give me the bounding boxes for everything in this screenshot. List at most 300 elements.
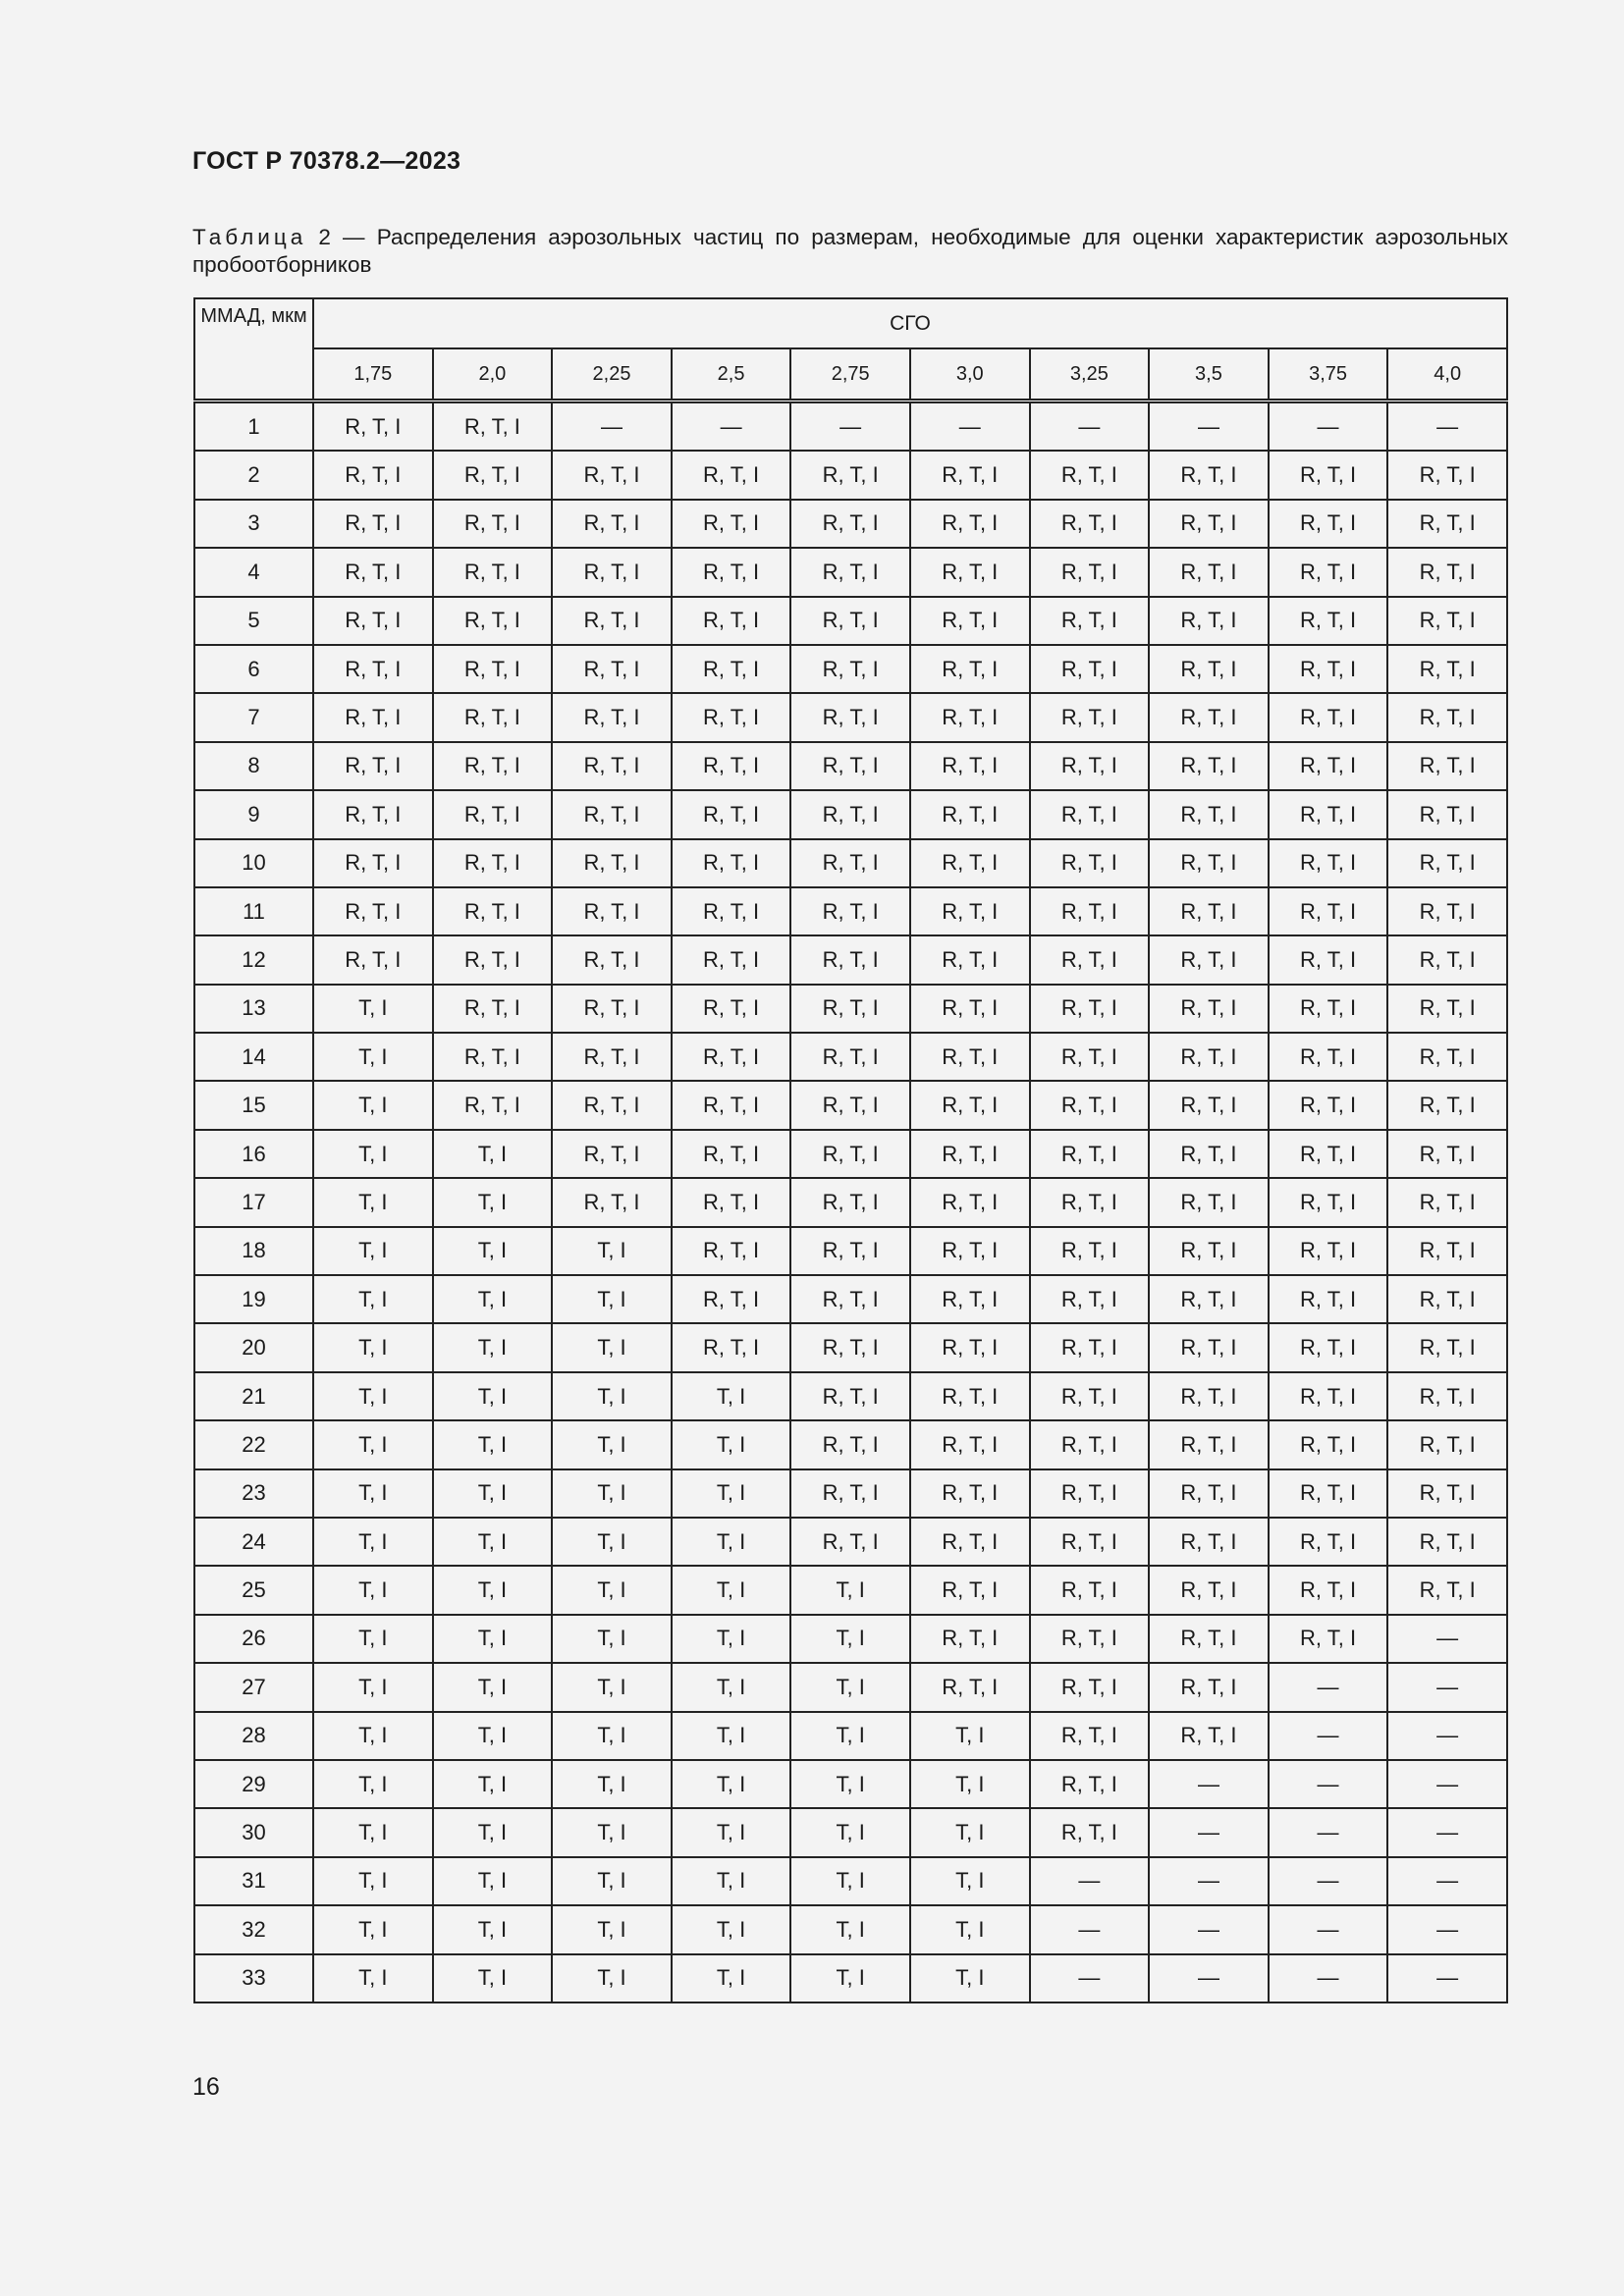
mmad-value: 30 bbox=[194, 1808, 313, 1856]
mmad-value: 31 bbox=[194, 1857, 313, 1905]
table-cell: T, I bbox=[552, 1905, 672, 1953]
table-row bbox=[194, 1227, 1507, 1275]
table-cell: T, I bbox=[313, 1130, 433, 1178]
table-row bbox=[194, 1760, 1507, 1808]
table-cell: R, T, I bbox=[1269, 451, 1388, 499]
table-cell: R, T, I bbox=[1269, 645, 1388, 693]
mmad-value: 1 bbox=[194, 401, 313, 452]
mmad-value: 25 bbox=[194, 1566, 313, 1614]
mmad-value: 3 bbox=[194, 500, 313, 548]
column-header: 2,75 bbox=[790, 348, 910, 400]
table-row bbox=[194, 935, 1507, 984]
table-cell: R, T, I bbox=[790, 451, 910, 499]
table-cell: R, T, I bbox=[672, 1227, 791, 1275]
table-cell: T, I bbox=[552, 1857, 672, 1905]
mmad-value: 5 bbox=[194, 597, 313, 645]
table-cell: R, T, I bbox=[1030, 1130, 1150, 1178]
table-cell: R, T, I bbox=[313, 597, 433, 645]
table-cell: R, T, I bbox=[1030, 1566, 1150, 1614]
table-cell: R, T, I bbox=[433, 839, 553, 887]
table-cell: R, T, I bbox=[910, 1227, 1030, 1275]
table-cell: R, T, I bbox=[910, 1566, 1030, 1614]
table-cell: — bbox=[1387, 1712, 1507, 1760]
table-cell: R, T, I bbox=[313, 645, 433, 693]
table-cell: — bbox=[552, 401, 672, 452]
table-cell: R, T, I bbox=[552, 1178, 672, 1226]
table-row bbox=[194, 1954, 1507, 2002]
table-cell: T, I bbox=[552, 1760, 672, 1808]
mmad-value: 4 bbox=[194, 548, 313, 596]
table-cell: R, T, I bbox=[1269, 1275, 1388, 1323]
table-cell: R, T, I bbox=[552, 935, 672, 984]
table-cell: R, T, I bbox=[790, 1420, 910, 1468]
table-cell: — bbox=[1387, 1808, 1507, 1856]
table-cell: — bbox=[1387, 1954, 1507, 2002]
table-cell: R, T, I bbox=[1030, 500, 1150, 548]
table-cell: R, T, I bbox=[672, 1275, 791, 1323]
table-cell: T, I bbox=[433, 1227, 553, 1275]
table-cell: T, I bbox=[433, 1323, 553, 1371]
mmad-value: 19 bbox=[194, 1275, 313, 1323]
mmad-value: 7 bbox=[194, 693, 313, 741]
table-cell: R, T, I bbox=[552, 742, 672, 790]
table-cell: T, I bbox=[433, 1905, 553, 1953]
table-cell: T, I bbox=[790, 1808, 910, 1856]
table-cell: R, T, I bbox=[790, 500, 910, 548]
table-cell: T, I bbox=[433, 1857, 553, 1905]
table-cell: R, T, I bbox=[1387, 887, 1507, 935]
table-cell: R, T, I bbox=[433, 935, 553, 984]
table-cell: R, T, I bbox=[1030, 1615, 1150, 1663]
table-cell: T, I bbox=[433, 1372, 553, 1420]
table-cell: R, T, I bbox=[910, 1615, 1030, 1663]
table-cell: — bbox=[1269, 1954, 1388, 2002]
table-cell: R, T, I bbox=[1149, 548, 1269, 596]
table-cell: T, I bbox=[672, 1518, 791, 1566]
table-cell: R, T, I bbox=[672, 597, 791, 645]
table-cell: R, T, I bbox=[910, 500, 1030, 548]
table-cell: T, I bbox=[433, 1275, 553, 1323]
table-cell: R, T, I bbox=[1030, 839, 1150, 887]
document-code: ГОСТ Р 70378.2—2023 bbox=[192, 147, 461, 175]
table-cell: R, T, I bbox=[910, 1469, 1030, 1518]
table-cell: T, I bbox=[552, 1566, 672, 1614]
table-cell: R, T, I bbox=[1030, 1323, 1150, 1371]
table-cell: R, T, I bbox=[313, 935, 433, 984]
mmad-value: 20 bbox=[194, 1323, 313, 1371]
table-cell: R, T, I bbox=[790, 1033, 910, 1081]
column-header: 3,75 bbox=[1269, 348, 1388, 400]
table-cell: T, I bbox=[552, 1808, 672, 1856]
table-cell: R, T, I bbox=[1387, 451, 1507, 499]
mmad-value: 28 bbox=[194, 1712, 313, 1760]
table-cell: R, T, I bbox=[790, 1081, 910, 1129]
table-cell: T, I bbox=[672, 1905, 791, 1953]
table-cell: T, I bbox=[433, 1663, 553, 1711]
table-cell: R, T, I bbox=[672, 742, 791, 790]
table-cell: R, T, I bbox=[790, 597, 910, 645]
table-cell: R, T, I bbox=[1269, 693, 1388, 741]
table-cell: — bbox=[1269, 401, 1388, 452]
table-cell: R, T, I bbox=[313, 548, 433, 596]
table-cell: R, T, I bbox=[1030, 548, 1150, 596]
table-cell: — bbox=[1030, 1905, 1150, 1953]
column-header: 2,5 bbox=[672, 348, 791, 400]
table-cell: R, T, I bbox=[672, 1081, 791, 1129]
table-cell: R, T, I bbox=[672, 548, 791, 596]
table-cell: — bbox=[1387, 1615, 1507, 1663]
table-cell: R, T, I bbox=[1030, 1227, 1150, 1275]
table-cell: T, I bbox=[313, 1954, 433, 2002]
table-cell: T, I bbox=[672, 1420, 791, 1468]
table-cell: T, I bbox=[433, 1615, 553, 1663]
table-cell: R, T, I bbox=[313, 451, 433, 499]
table-cell: R, T, I bbox=[1269, 1420, 1388, 1468]
table-row bbox=[194, 1857, 1507, 1905]
table-cell: R, T, I bbox=[1149, 1420, 1269, 1468]
table-cell: T, I bbox=[790, 1615, 910, 1663]
mmad-value: 12 bbox=[194, 935, 313, 984]
table-row bbox=[194, 790, 1507, 838]
table-cell: T, I bbox=[552, 1663, 672, 1711]
table-cell: R, T, I bbox=[1030, 1081, 1150, 1129]
table-cell: T, I bbox=[313, 1033, 433, 1081]
table-cell: R, T, I bbox=[1149, 1663, 1269, 1711]
table-cell: R, T, I bbox=[672, 451, 791, 499]
table-cell: R, T, I bbox=[313, 887, 433, 935]
mmad-value: 17 bbox=[194, 1178, 313, 1226]
table-cell: T, I bbox=[433, 1518, 553, 1566]
table-cell: — bbox=[1387, 1905, 1507, 1953]
table-cell: R, T, I bbox=[910, 839, 1030, 887]
size-distribution-table bbox=[193, 297, 1508, 2003]
table-cell: R, T, I bbox=[910, 887, 1030, 935]
table-cell: — bbox=[1149, 1954, 1269, 2002]
table-cell: R, T, I bbox=[1030, 887, 1150, 935]
table-cell: T, I bbox=[552, 1615, 672, 1663]
table-cell: R, T, I bbox=[1269, 985, 1388, 1033]
table-row bbox=[194, 693, 1507, 741]
mmad-value: 10 bbox=[194, 839, 313, 887]
table-cell: — bbox=[1269, 1760, 1388, 1808]
table-cell: R, T, I bbox=[1269, 1518, 1388, 1566]
table-cell: T, I bbox=[672, 1760, 791, 1808]
table-cell: R, T, I bbox=[1387, 500, 1507, 548]
table-row bbox=[194, 1905, 1507, 1953]
table-cell: T, I bbox=[552, 1372, 672, 1420]
table-cell: T, I bbox=[790, 1857, 910, 1905]
table-cell: T, I bbox=[313, 1178, 433, 1226]
table-cell: R, T, I bbox=[1269, 790, 1388, 838]
table-cell: T, I bbox=[552, 1518, 672, 1566]
table-row bbox=[194, 1323, 1507, 1371]
table-row bbox=[194, 1663, 1507, 1711]
mmad-header: ММАД, мкм bbox=[194, 298, 313, 401]
table-cell: R, T, I bbox=[1149, 790, 1269, 838]
mmad-value: 13 bbox=[194, 985, 313, 1033]
table-cell: R, T, I bbox=[790, 1518, 910, 1566]
table-cell: T, I bbox=[552, 1469, 672, 1518]
table-cell: R, T, I bbox=[672, 693, 791, 741]
table-cell: R, T, I bbox=[1149, 935, 1269, 984]
table-cell: R, T, I bbox=[790, 839, 910, 887]
table-cell: R, T, I bbox=[1030, 1420, 1150, 1468]
table-cell: R, T, I bbox=[1149, 742, 1269, 790]
table-cell: R, T, I bbox=[672, 645, 791, 693]
table-cell: R, T, I bbox=[1149, 1518, 1269, 1566]
table-cell: R, T, I bbox=[1387, 645, 1507, 693]
table-cell: R, T, I bbox=[1030, 985, 1150, 1033]
table-cell: R, T, I bbox=[1149, 1712, 1269, 1760]
table-cell: T, I bbox=[672, 1469, 791, 1518]
table-cell: R, T, I bbox=[1149, 451, 1269, 499]
table-cell: R, T, I bbox=[1149, 1566, 1269, 1614]
caption-text: 2 — Распределения аэрозольных частиц по размерам, необходимые для оценки характеристик аэрозольных пробоотборников bbox=[192, 225, 1508, 277]
table-cell: R, T, I bbox=[672, 1130, 791, 1178]
table-row bbox=[194, 548, 1507, 596]
table-cell: — bbox=[1269, 1808, 1388, 1856]
table-cell: T, I bbox=[313, 1420, 433, 1468]
table-cell: T, I bbox=[910, 1808, 1030, 1856]
table-cell: R, T, I bbox=[1149, 839, 1269, 887]
table-row bbox=[194, 985, 1507, 1033]
table-cell: T, I bbox=[672, 1372, 791, 1420]
table-cell: T, I bbox=[910, 1712, 1030, 1760]
table-cell: R, T, I bbox=[910, 790, 1030, 838]
mmad-value: 26 bbox=[194, 1615, 313, 1663]
mmad-value: 14 bbox=[194, 1033, 313, 1081]
table-cell: T, I bbox=[313, 1712, 433, 1760]
table-row bbox=[194, 1033, 1507, 1081]
table-row bbox=[194, 1615, 1507, 1663]
table-cell: R, T, I bbox=[1269, 1227, 1388, 1275]
table-cell: R, T, I bbox=[1387, 1323, 1507, 1371]
mmad-value: 6 bbox=[194, 645, 313, 693]
table-cell: T, I bbox=[672, 1857, 791, 1905]
table-cell: R, T, I bbox=[790, 548, 910, 596]
table-cell: T, I bbox=[313, 985, 433, 1033]
table-cell: T, I bbox=[313, 1905, 433, 1953]
table-cell: R, T, I bbox=[790, 1130, 910, 1178]
table-cell: R, T, I bbox=[1149, 693, 1269, 741]
table-cell: R, T, I bbox=[910, 1323, 1030, 1371]
table-cell: R, T, I bbox=[672, 500, 791, 548]
table-cell: T, I bbox=[313, 1760, 433, 1808]
table-cell: R, T, I bbox=[790, 1372, 910, 1420]
table-cell: T, I bbox=[552, 1954, 672, 2002]
table-cell: R, T, I bbox=[1030, 1469, 1150, 1518]
table-cell: R, T, I bbox=[433, 548, 553, 596]
table-cell: R, T, I bbox=[1030, 1663, 1150, 1711]
table-row bbox=[194, 401, 1507, 452]
table-cell: T, I bbox=[552, 1420, 672, 1468]
mmad-value: 15 bbox=[194, 1081, 313, 1129]
table-cell: R, T, I bbox=[790, 1323, 910, 1371]
table-cell: R, T, I bbox=[1030, 742, 1150, 790]
table-cell: T, I bbox=[790, 1663, 910, 1711]
table-row bbox=[194, 1275, 1507, 1323]
table-cell: R, T, I bbox=[1030, 935, 1150, 984]
table-cell: R, T, I bbox=[1149, 1227, 1269, 1275]
table-cell: R, T, I bbox=[1030, 1518, 1150, 1566]
table-cell: — bbox=[1269, 1663, 1388, 1711]
table-cell: R, T, I bbox=[672, 1033, 791, 1081]
mmad-value: 32 bbox=[194, 1905, 313, 1953]
table-cell: T, I bbox=[672, 1712, 791, 1760]
table-cell: R, T, I bbox=[1387, 790, 1507, 838]
column-header: 1,75 bbox=[313, 348, 433, 400]
table-cell: R, T, I bbox=[552, 500, 672, 548]
table-cell: — bbox=[1387, 401, 1507, 452]
table-cell: R, T, I bbox=[1387, 985, 1507, 1033]
table-cell: R, T, I bbox=[552, 451, 672, 499]
table-cell: T, I bbox=[313, 1323, 433, 1371]
table-cell: R, T, I bbox=[433, 985, 553, 1033]
table-cell: R, T, I bbox=[1269, 1081, 1388, 1129]
mmad-value: 16 bbox=[194, 1130, 313, 1178]
mmad-value: 2 bbox=[194, 451, 313, 499]
column-header: 3,0 bbox=[910, 348, 1030, 400]
table-cell: R, T, I bbox=[552, 1033, 672, 1081]
column-header: 3,5 bbox=[1149, 348, 1269, 400]
table-cell: R, T, I bbox=[1149, 645, 1269, 693]
table-row bbox=[194, 1178, 1507, 1226]
table-cell: T, I bbox=[433, 1712, 553, 1760]
caption-label: Таблица bbox=[192, 225, 307, 249]
table-cell: R, T, I bbox=[313, 500, 433, 548]
table-cell: T, I bbox=[313, 1808, 433, 1856]
table-cell: R, T, I bbox=[672, 935, 791, 984]
table-cell: R, T, I bbox=[433, 887, 553, 935]
table-cell: R, T, I bbox=[1269, 1615, 1388, 1663]
table-cell: T, I bbox=[313, 1469, 433, 1518]
table-cell: R, T, I bbox=[672, 790, 791, 838]
table-cell: T, I bbox=[672, 1615, 791, 1663]
table-cell: — bbox=[1030, 1954, 1150, 2002]
table-cell: R, T, I bbox=[790, 693, 910, 741]
table-cell: R, T, I bbox=[910, 985, 1030, 1033]
table-cell: R, T, I bbox=[552, 887, 672, 935]
table-cell: T, I bbox=[552, 1323, 672, 1371]
table-cell: R, T, I bbox=[910, 935, 1030, 984]
table-row bbox=[194, 742, 1507, 790]
table-cell: T, I bbox=[313, 1081, 433, 1129]
mmad-value: 11 bbox=[194, 887, 313, 935]
table-cell: R, T, I bbox=[910, 1372, 1030, 1420]
table-cell: R, T, I bbox=[1387, 1275, 1507, 1323]
table-cell: R, T, I bbox=[1149, 985, 1269, 1033]
table-cell: R, T, I bbox=[433, 597, 553, 645]
table-cell: — bbox=[1269, 1905, 1388, 1953]
table-cell: — bbox=[1030, 1857, 1150, 1905]
table-cell: R, T, I bbox=[1269, 1323, 1388, 1371]
table-cell: R, T, I bbox=[1030, 1808, 1150, 1856]
column-header: 4,0 bbox=[1387, 348, 1507, 400]
table-cell: R, T, I bbox=[1269, 887, 1388, 935]
table-cell: R, T, I bbox=[910, 693, 1030, 741]
column-header: 2,25 bbox=[552, 348, 672, 400]
table-cell: T, I bbox=[910, 1760, 1030, 1808]
table-cell: T, I bbox=[672, 1808, 791, 1856]
table-cell: R, T, I bbox=[1387, 1081, 1507, 1129]
table-cell: R, T, I bbox=[552, 839, 672, 887]
table-cell: R, T, I bbox=[1149, 1615, 1269, 1663]
table-cell: R, T, I bbox=[672, 887, 791, 935]
mmad-value: 27 bbox=[194, 1663, 313, 1711]
table-cell: T, I bbox=[313, 1857, 433, 1905]
table-cell: R, T, I bbox=[790, 1227, 910, 1275]
table-cell: T, I bbox=[313, 1227, 433, 1275]
table-cell: R, T, I bbox=[1269, 500, 1388, 548]
table-cell: R, T, I bbox=[790, 1469, 910, 1518]
mmad-value: 21 bbox=[194, 1372, 313, 1420]
table-cell: T, I bbox=[790, 1905, 910, 1953]
table-cell: T, I bbox=[433, 1130, 553, 1178]
table-cell: R, T, I bbox=[1269, 1469, 1388, 1518]
table-row bbox=[194, 839, 1507, 887]
table-cell: R, T, I bbox=[1149, 1469, 1269, 1518]
mmad-value: 9 bbox=[194, 790, 313, 838]
table-cell: R, T, I bbox=[1030, 1372, 1150, 1420]
table-cell: R, T, I bbox=[433, 645, 553, 693]
mmad-value: 22 bbox=[194, 1420, 313, 1468]
column-header: 3,25 bbox=[1030, 348, 1150, 400]
column-header: 2,0 bbox=[433, 348, 553, 400]
table-cell: R, T, I bbox=[790, 790, 910, 838]
table-cell: R, T, I bbox=[1269, 1372, 1388, 1420]
table-cell: R, T, I bbox=[1149, 1372, 1269, 1420]
table-row bbox=[194, 1372, 1507, 1420]
table-cell: R, T, I bbox=[790, 985, 910, 1033]
table-row bbox=[194, 597, 1507, 645]
table-cell: T, I bbox=[910, 1857, 1030, 1905]
table-cell: T, I bbox=[313, 1615, 433, 1663]
table-cell: R, T, I bbox=[790, 935, 910, 984]
mmad-value: 24 bbox=[194, 1518, 313, 1566]
table-cell: R, T, I bbox=[313, 839, 433, 887]
table-cell: R, T, I bbox=[1387, 1130, 1507, 1178]
table-cell: R, T, I bbox=[433, 500, 553, 548]
table-cell: T, I bbox=[672, 1566, 791, 1614]
table-cell: R, T, I bbox=[910, 645, 1030, 693]
table-cell: R, T, I bbox=[1387, 1420, 1507, 1468]
table-cell: — bbox=[1149, 1905, 1269, 1953]
table-cell: R, T, I bbox=[910, 1420, 1030, 1468]
table-cell: T, I bbox=[313, 1518, 433, 1566]
table-cell: — bbox=[1269, 1712, 1388, 1760]
table-cell: R, T, I bbox=[1269, 1033, 1388, 1081]
table-cell: T, I bbox=[672, 1663, 791, 1711]
mmad-value: 29 bbox=[194, 1760, 313, 1808]
table-cell: R, T, I bbox=[313, 790, 433, 838]
table-cell: R, T, I bbox=[433, 790, 553, 838]
table-cell: R, T, I bbox=[433, 693, 553, 741]
table-cell: R, T, I bbox=[1149, 1275, 1269, 1323]
table-cell: — bbox=[1387, 1857, 1507, 1905]
table-cell: — bbox=[1149, 1808, 1269, 1856]
table-cell: T, I bbox=[552, 1712, 672, 1760]
table-cell: — bbox=[672, 401, 791, 452]
table-row bbox=[194, 1518, 1507, 1566]
table-cell: R, T, I bbox=[1269, 1566, 1388, 1614]
table-cell: R, T, I bbox=[910, 1033, 1030, 1081]
table-row bbox=[194, 1130, 1507, 1178]
table-cell: R, T, I bbox=[433, 1033, 553, 1081]
table-cell: R, T, I bbox=[910, 742, 1030, 790]
page-number: 16 bbox=[192, 2073, 220, 2101]
table-cell: R, T, I bbox=[910, 1130, 1030, 1178]
table-cell: R, T, I bbox=[1030, 693, 1150, 741]
